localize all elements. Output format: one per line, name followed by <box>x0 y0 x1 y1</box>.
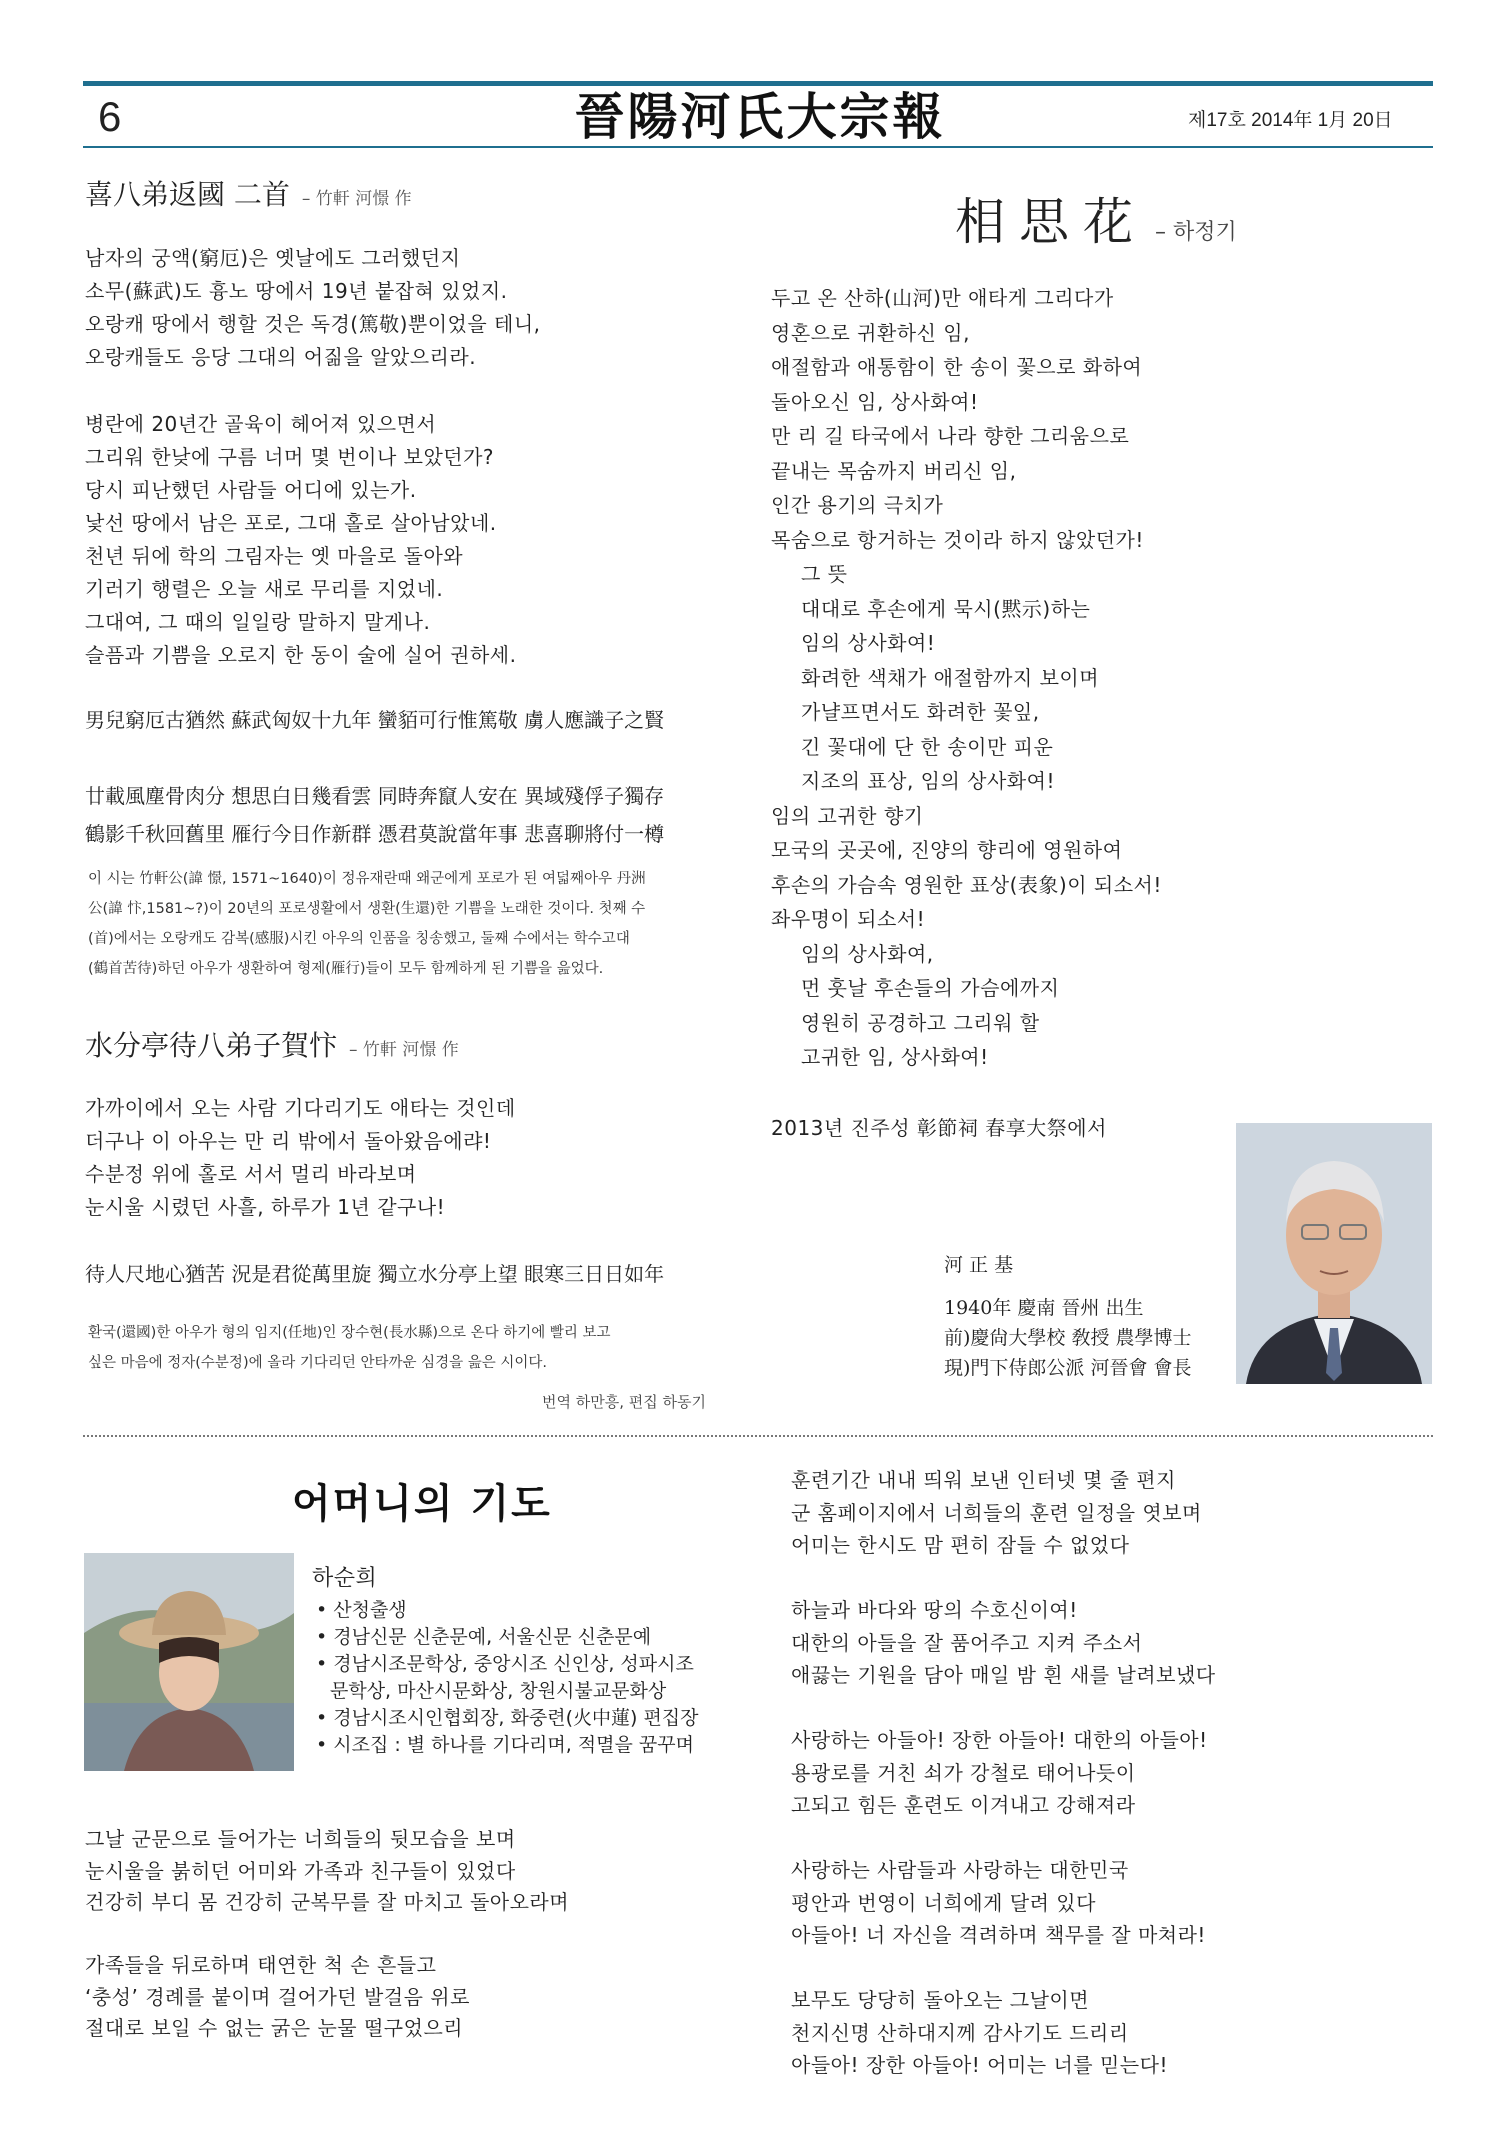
poem3-author-name: 河 正 基 <box>944 1254 1014 1276</box>
poem3-line: 영혼으로 귀환하신 임, <box>771 320 970 345</box>
poem3-author-bio <box>944 1293 1192 1383</box>
poem3-line: 고귀한 임, 상사화여! <box>801 1045 989 1069</box>
poem4-left-line: 눈시울을 붉히던 어미와 가족과 친구들이 있었다 <box>85 1858 516 1883</box>
poem1-line: 그대여, 그 때의 일일랑 말하지 말게나. <box>85 610 431 634</box>
poem3-bio-line: 前)慶尙大學校 敎授 農學博士 <box>944 1327 1192 1349</box>
poem4-left-line: 가족들을 뒤로하며 태연한 척 손 흔들고 <box>85 1953 437 1977</box>
poem4-right-stanza-break <box>791 1562 1216 1595</box>
poem4-right-line: 훈련기간 내내 띄워 보낸 인터넷 몇 줄 편지 <box>791 1468 1176 1492</box>
poem1-line: 기러기 행렬은 오늘 새로 무리를 지었네. <box>85 577 444 601</box>
author-photo-ha-jeonggi <box>1236 1123 1432 1384</box>
poem4-bio-item: • 경남신문 신춘문예, 서울신문 신춘문예 <box>316 1624 699 1651</box>
poem2-line: 수분정 위에 홀로 서서 멀리 바라보며 <box>85 1162 417 1186</box>
poem1-note-line: (首)에서는 오랑캐도 감복(感服)시킨 아우의 인품을 칭송했고, 둘째 수에서는 학수고대 <box>88 931 630 947</box>
poem2-title: 水分亭待八弟子賀忭 <box>85 1029 338 1062</box>
poem4-bio-item: • 산청출생 <box>316 1597 699 1624</box>
poem3-line: 돌아오신 임, 상사화여! <box>771 389 979 414</box>
poem3-line: 만 리 길 타국에서 나라 향한 그리움으로 <box>771 424 1130 448</box>
poem4-body-right <box>791 1464 1216 2082</box>
poem1-line: 오랑캐 땅에서 행할 것은 독경(篤敬)뿐이었을 테니, <box>85 312 541 336</box>
section-separator <box>83 1435 1433 1437</box>
poem3-line: 두고 온 산하(山河)만 애타게 그리다가 <box>771 286 1114 310</box>
poem4-right-line: 하늘과 바다와 땅의 수호신이여! <box>791 1598 1078 1622</box>
poem3-line: 긴 꽃대에 단 한 송이만 피운 <box>801 734 1054 759</box>
poem3-line: 임의 고귀한 향기 <box>771 803 924 828</box>
poem4-right-stanza-break <box>791 1692 1216 1725</box>
page-number: 6 <box>98 93 122 140</box>
poem1-note-line: 이 시는 竹軒公(諱 憬, 1571~1640)이 정유재란때 왜군에게 포로가 된 여덟째아우 丹洲 <box>88 871 646 887</box>
poem3-title: 相思花 <box>955 193 1147 251</box>
poem1-hanja-line: 男兒窮厄古猶然 蘇武匈奴十九年 蠻貊可行惟篤敬 虜人應識子之賢 <box>85 708 665 732</box>
poem3-line: 인간 용기의 극치가 <box>771 493 944 517</box>
poem4-right-stanza-break <box>791 1952 1216 1985</box>
poem3-byline: – 하정기 <box>1155 220 1237 245</box>
poem1-byline: – 竹軒 河憬 作 <box>301 189 412 209</box>
poem3-line: 영원히 공경하고 그리워 할 <box>801 1010 1040 1035</box>
poem1-line: 그리워 한낮에 구름 너머 몇 번이나 보았던가? <box>85 445 495 469</box>
poem1-hanja-stanza-break <box>85 740 664 778</box>
poem3-line: 목숨으로 항거하는 것이라 하지 않았던가! <box>771 527 1144 552</box>
poem1-title: 喜八弟返國 二首 <box>85 178 290 211</box>
poem1-line: 병란에 20년간 골육이 헤어져 있으면서 <box>85 412 437 436</box>
poem3-line: 지조의 표상, 임의 상사화여! <box>801 769 1055 793</box>
poem4-bio-item: • 경남시조시인협회장, 화중련(火中蓮) 편집장 <box>316 1705 699 1732</box>
poem3-line: 좌우명이 되소서! <box>771 907 926 931</box>
poem4-right-line: 아들아! 장한 아들아! 어미는 너를 믿는다! <box>791 2053 1168 2077</box>
poem4-right-line: 아들아! 너 자신을 격려하며 책무를 잘 마쳐라! <box>791 1923 1206 1947</box>
portrait-illustration <box>84 1553 294 1771</box>
poem4-left-line: 그날 군문으로 들어가는 너희들의 뒷모습을 보며 <box>85 1827 516 1851</box>
poem4-left-line: ‘충성’ 경례를 붙이며 걸어가던 발걸음 위로 <box>85 1984 470 2009</box>
poem2-translation <box>85 1092 516 1224</box>
poem3-line: 애절함과 애통함이 한 송이 꽃으로 화하여 <box>771 355 1143 379</box>
portrait-illustration <box>1236 1123 1432 1384</box>
poem1-line: 소무(蘇武)도 흉노 땅에서 19년 붙잡혀 있었지. <box>85 279 508 303</box>
poem2-title-line <box>85 1028 459 1068</box>
poem1-note-line: (鶴首苦待)하던 아우가 생환하여 형제(雁行)들이 모두 함께하게 된 기쁨을 읊었다. <box>88 961 604 977</box>
poem1-line: 오랑캐들도 응당 그대의 어짊을 알았으리라. <box>85 345 477 369</box>
poem4-title: 어머니의 기도 <box>292 1481 552 1527</box>
poem3-bio-line: 現)門下侍郎公派 河晉會 會長 <box>944 1357 1192 1379</box>
poem1-line: 낯선 땅에서 남은 포로, 그대 홀로 살아남았네. <box>85 511 497 535</box>
poem3-title-line <box>955 190 1237 265</box>
poem1-note <box>88 864 646 984</box>
poem4-body-left <box>85 1823 569 2044</box>
poem1-note-line: 公(諱 忭,1581~?)이 20년의 포로생활에서 생환(生還)한 기쁨을 노래한 것이다. 첫째 수 <box>88 901 646 917</box>
poem3-line: 가냘프면서도 화려한 꽃잎, <box>801 700 1040 724</box>
poem3-line: 화려한 색채가 애절함까지 보이며 <box>801 665 1100 690</box>
poem4-right-line: 사랑하는 아들아! 장한 아들아! 대한의 아들아! <box>791 1728 1208 1752</box>
poem4-right-line: 사랑하는 사람들과 사랑하는 대한민국 <box>791 1858 1129 1882</box>
poem3-line: 먼 훗날 후손들의 가슴에까지 <box>801 976 1060 1000</box>
poem3-line: 임의 상사화여, <box>801 941 934 966</box>
poem3-line: 임의 상사화여! <box>801 631 936 655</box>
poem4-right-line: 군 홈페이지에서 너희들의 훈련 일정을 엿보며 <box>791 1500 1202 1525</box>
poem3-bio-line: 1940年 慶南 晉州 出生 <box>944 1297 1144 1319</box>
poem1-line: 천년 뒤에 학의 그림자는 옛 마을로 돌아와 <box>85 544 464 568</box>
poem4-right-line: 평안과 번영이 너희에게 달려 있다 <box>791 1890 1096 1915</box>
poem4-right-line: 애끓는 기원을 담아 매일 밤 흰 새를 날려보냈다 <box>791 1663 1216 1687</box>
poem1-translation <box>85 242 541 672</box>
poem4-right-line: 대한의 아들을 잘 품어주고 지켜 주소서 <box>791 1630 1143 1655</box>
poem1-hanja <box>85 702 664 854</box>
poem2-byline: – 竹軒 河憬 作 <box>349 1040 459 1060</box>
poem3-body <box>771 282 1162 1076</box>
poem3-line: 대대로 후손에게 묵시(黙示)하는 <box>801 596 1091 621</box>
poem4-author: 하순희 <box>312 1566 378 1591</box>
poem4-right-line: 고되고 힘든 훈련도 이겨내고 강해져라 <box>791 1793 1136 1817</box>
poem1-line: 슬픔과 기쁨을 오로지 한 동이 술에 실어 권하세. <box>85 643 517 667</box>
poem4-left-line: 절대로 보일 수 없는 굵은 눈물 떨구었으리 <box>85 2016 464 2040</box>
author-photo-ha-sunhui <box>84 1553 294 1771</box>
poem3-line: 모국의 곳곳에, 진양의 향리에 영원하여 <box>771 838 1123 862</box>
poem4-bio-item: 문학상, 마산시문화상, 창원시불교문화상 <box>330 1680 667 1702</box>
poem3-line: 끝내는 목숨까지 버리신 임, <box>771 458 1017 483</box>
poem4-left-line: 건강히 부디 몸 건강히 군복무를 잘 마치고 돌아오라며 <box>85 1890 570 1914</box>
poem2-credit: 번역 하만흥, 편집 하동기 <box>542 1393 706 1411</box>
poem1-stanza-break <box>85 374 541 408</box>
poem1-title-line <box>85 177 412 217</box>
poem3-occasion: 2013년 진주성 彰節祠 春享大祭에서 <box>771 1116 1107 1140</box>
poem4-right-line: 보무도 당당히 돌아오는 그날이면 <box>791 1988 1090 2012</box>
newspaper-masthead: 晉陽河氏大宗報 <box>574 87 946 146</box>
poem1-line: 남자의 궁액(窮厄)은 옛날에도 그러했던지 <box>85 246 461 270</box>
poem4-bio-item: • 경남시조문학상, 중앙시조 신인상, 성파시조 <box>316 1651 699 1678</box>
poem1-line: 당시 피난했던 사람들 어디에 있는가. <box>85 478 417 502</box>
poem4-bio-item: • 시조집 : 별 하나를 기다리며, 적멸을 꿈꾸며 <box>316 1732 699 1759</box>
poem2-note-line: 환국(還國)한 아우가 형의 임지(任地)인 장수현(長水縣)으로 온다 하기에 빨리 보고 <box>88 1325 611 1341</box>
poem2-line: 더구나 이 아우는 만 리 밖에서 돌아왔음에랴! <box>85 1129 492 1153</box>
poem4-right-stanza-break <box>791 1822 1216 1855</box>
poem2-note <box>88 1318 611 1378</box>
poem4-right-line: 천지신명 산하대지께 감사기도 드리리 <box>791 2020 1129 2045</box>
poem2-line: 가까이에서 오는 사람 기다리기도 애타는 것인데 <box>85 1096 516 1120</box>
poem1-hanja-line: 鶴影千秋回舊里 雁行今日作新群 憑君莫說當年事 悲喜聊將付一樽 <box>85 822 665 846</box>
poem1-hanja-line: 廿載風塵骨肉分 想思白日幾看雲 同時奔竄人安在 異域殘俘子獨存 <box>85 784 665 808</box>
poem3-line: 그 뜻 <box>801 562 848 586</box>
poem2-line: 눈시울 시렸던 사흘, 하루가 1년 같구나! <box>85 1195 446 1219</box>
poem4-right-line: 용광로를 거친 쇠가 강철로 태어나듯이 <box>791 1760 1136 1785</box>
poem4-left-stanza-break <box>85 1918 569 1950</box>
poem3-line: 후손의 가슴속 영원한 표상(表象)이 되소서! <box>771 872 1162 897</box>
poem2-hanja: 待人尺地心猶苦 況是君從萬里旋 獨立水分亭上望 眼寒三日日如年 <box>85 1262 665 1286</box>
poem2-note-line: 싶은 마음에 정자(수분정)에 올라 기다리던 안타까운 심경을 읊은 시이다. <box>88 1355 547 1371</box>
issue-date: 제17호 2014年 1月 20日 <box>1188 110 1393 131</box>
header-bottom-rule <box>83 146 1433 148</box>
poem4-author-bio <box>316 1597 699 1759</box>
poem4-right-line: 어미는 한시도 맘 편히 잠들 수 없었다 <box>791 1533 1130 1557</box>
